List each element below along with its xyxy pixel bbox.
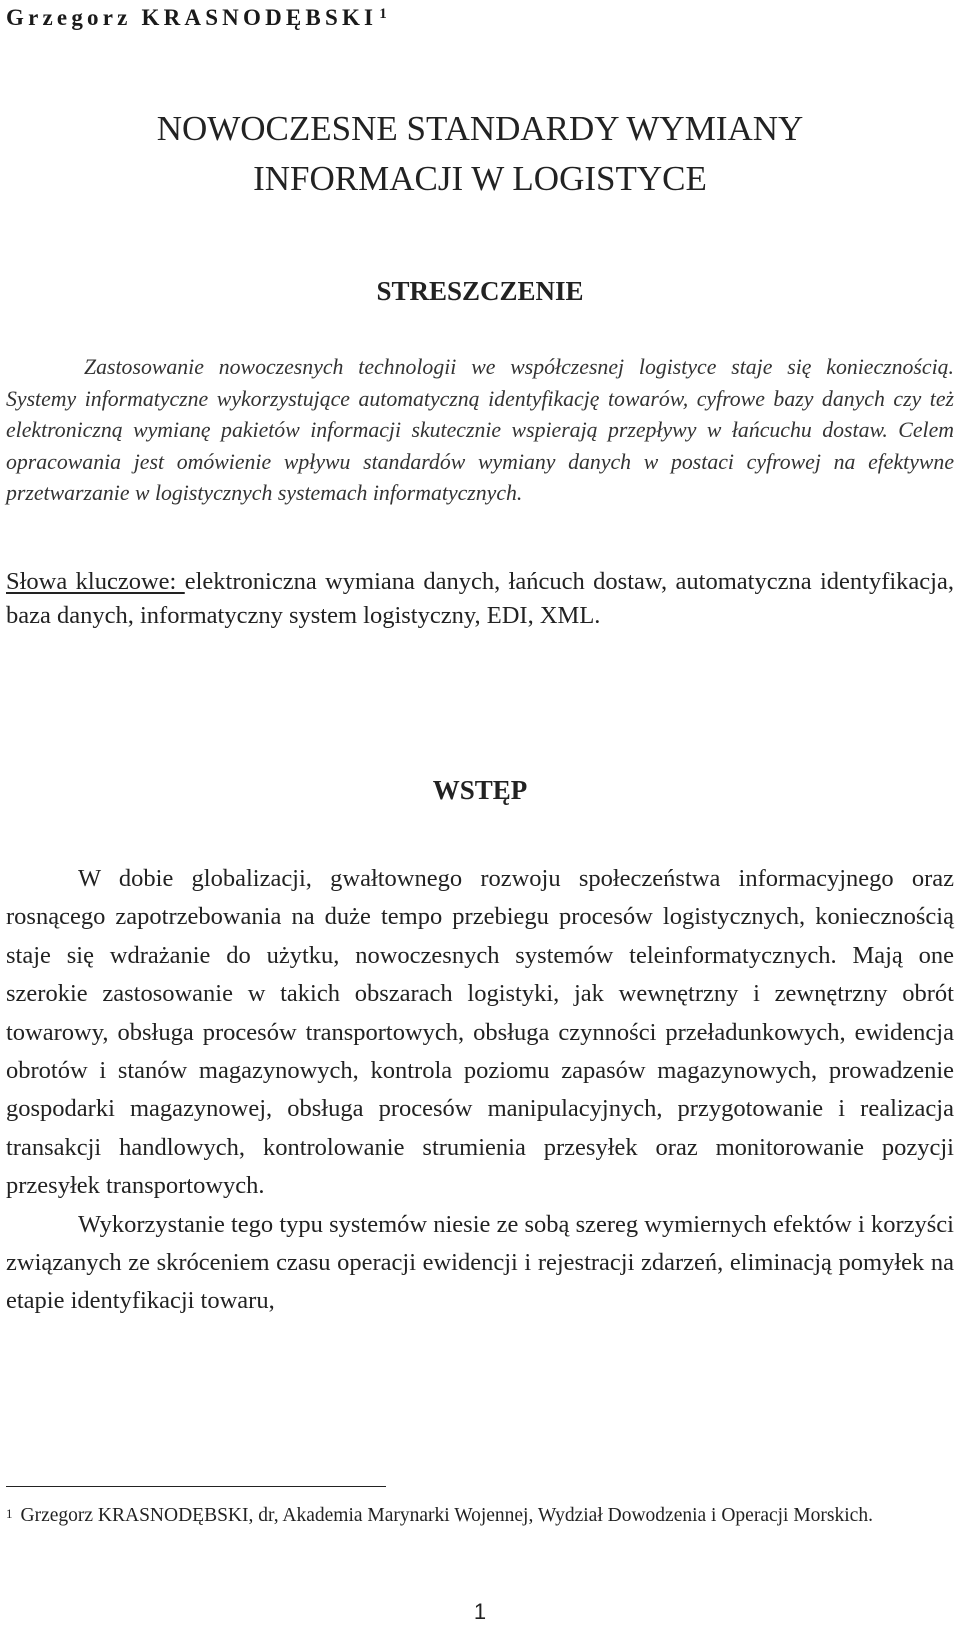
keywords-label: Słowa kluczowe: xyxy=(6,568,185,595)
title-line-2: INFORMACJI W LOGISTYCE xyxy=(253,159,707,198)
paper-title xyxy=(0,104,960,204)
abstract-body: Zastosowanie nowoczesnych technologii we współczesnej logistyce staje się koniecznością. Systemy informatyczne wykorzystujące automatyczną identyfikację towarów, cyfrowe bazy danych czy też elektroniczną wymianę pakietów informacji skutecznie wspierają przepływy w łańcuchu dostaw. Celem opracowania jest omówienie wpływu standardów wymiany danych w postaci cyfrowej na efektywne przetwarzanie w logistycznych systemach informatycznych. xyxy=(6,355,954,506)
intro-body xyxy=(6,860,954,1321)
keywords-text: elektroniczna wymiana danych, łańcuch dostaw, automatyczna identyfikacja, baza danych, informatyczny system logistyczny, EDI, XML. xyxy=(6,568,954,629)
footnote-text: Grzegorz KRASNODĘBSKI, dr, Akademia Marynarki Wojennej, Wydział Dowodzenia i Operacji Morskich. xyxy=(20,1505,873,1526)
keywords xyxy=(6,565,954,632)
author-text: Grzegorz KRASNODĘBSKI xyxy=(6,5,378,30)
abstract-heading: STRESZCZENIE xyxy=(376,276,584,306)
page-number: 1 xyxy=(473,1599,487,1624)
footnote-marker: 1 xyxy=(6,1506,13,1521)
footnote xyxy=(6,1502,954,1530)
intro-heading: WSTĘP xyxy=(432,775,528,805)
author-footnote-marker: 1 xyxy=(379,6,387,22)
intro-paragraph-1: W dobie globalizacji, gwałtownego rozwoju społeczeństwa informacyjnego oraz rosnącego zapotrzebowania na duże tempo przebiegu procesów logistycznych, koniecznością staje się wdrażanie do użytku, nowoczesnych systemów teleinformatycznych. Mają one szerokie zastosowanie w takich obszarach logistyki, jak wewnętrzny i zewnętrzny obrót towarowy, obsługa procesów transportowych, obsługa czynności przeładunkowych, ewidencja obrotów i stanów magazynowych, kontrola poziomu zapasów magazynowych, prowadzenie gospodarki magazynowej, obsługa procesów manipulacyjnych, przygotowanie i realizacja transakcji handlowych, kontrolowanie strumienia przesyłek oraz monitorowanie pozycji przesyłek transportowych. xyxy=(6,865,954,1200)
intro-paragraph-2: Wykorzystanie tego typu systemów niesie ze sobą szereg wymiernych efektów i korzyści związanych ze skróceniem czasu operacji ewidencji i rejestracji zdarzeń, eliminacją pomyłek na etapie identyfikacji towaru, xyxy=(6,1210,954,1315)
footnote-divider xyxy=(6,1486,386,1487)
author-name xyxy=(6,2,387,34)
title-line-1: NOWOCZESNE STANDARDY WYMIANY xyxy=(156,109,804,148)
